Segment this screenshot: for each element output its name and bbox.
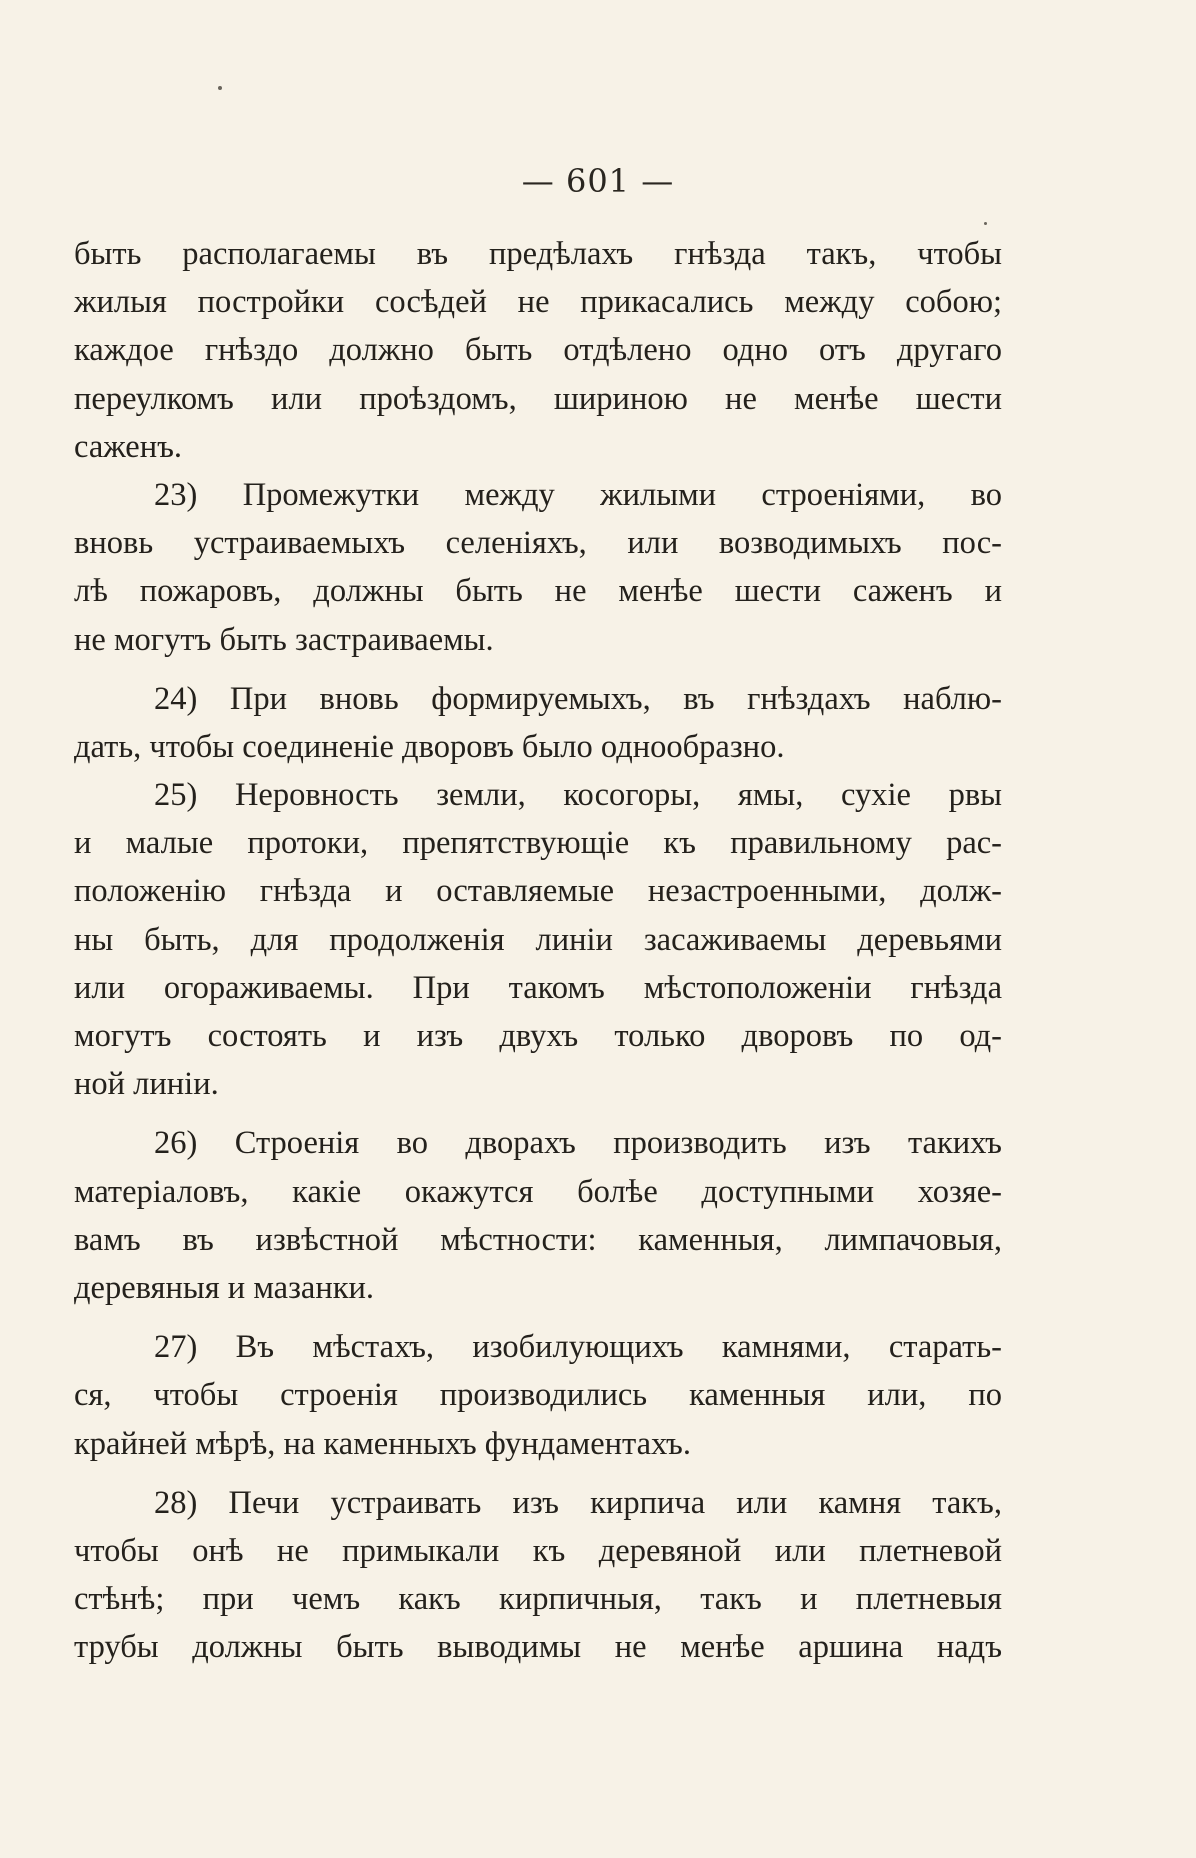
paragraph-27 [74,1323,1002,1468]
text-line: деревяныя и мазанки. [74,1269,375,1306]
text-line: лѣ пожаровъ, должны быть не менѣе шести саженъ и [74,573,1002,610]
paragraph-25 [74,771,1002,1108]
text-line: вновь устраиваемыхъ селеніяхъ, или возводимыхъ пос- [74,525,1002,562]
text-line: трубы должны быть выводимы не менѣе аршина надъ [74,1629,1002,1666]
text-line: положенію гнѣзда и оставляемые незастроенными, долж- [74,873,1002,910]
text-line: быть располагаемы въ предѣлахъ гнѣзда такъ, чтобы [74,236,1002,272]
text-line: дать, чтобы соединеніе дворовъ было однообразно. [74,728,785,765]
text-line: саженъ. [74,428,183,465]
text-line: чтобы онѣ не примыкали къ деревяной или плетневой [74,1532,1002,1569]
text-line: каждое гнѣздо должно быть отдѣлено одно отъ другаго [74,332,1002,369]
text-line: матеріаловъ, какіе окажутся болѣе доступными хозяе- [74,1173,1002,1210]
text-line: 24) При вновь формируемыхъ, въ гнѣздахъ наблю- [154,680,1002,717]
text-line: вамъ въ извѣстной мѣстности: каменныя, лимпачовыя, [74,1221,1002,1258]
paragraph-26 [74,1119,1002,1312]
text-line: ся, чтобы строенія производились каменныя или, по [74,1377,1002,1414]
body-text [74,230,1002,1671]
text-line: 25) Неровность земли, косогоры, ямы, сухіе рвы [154,777,1002,814]
text-line: могутъ состоять и изъ двухъ только дворовъ по од- [74,1018,1002,1054]
paragraph-24 [74,675,1002,771]
print-speck [984,222,987,225]
text-line: ны быть, для продолженія линіи засаживаемы деревьями [74,921,1002,958]
text-line: жилыя постройки сосѣдей не прикасались между собою; [74,284,1002,321]
print-speck [218,86,222,90]
paragraph-continuation [74,230,1002,471]
text-line: переулкомъ или проѣздомъ, шириною не менѣе шести [74,380,1002,417]
paragraph-23 [74,471,1002,664]
text-line: 28) Печи устраивать изъ кирпича или камня такъ, [154,1484,1002,1521]
text-line: не могутъ быть застраиваемы. [74,621,494,658]
text-line: ной линіи. [74,1066,219,1103]
paragraph-28 [74,1479,1002,1672]
text-line: стѣнѣ; при чемъ какъ кирпичныя, такъ и плетневыя [74,1581,1002,1618]
text-line: или огораживаемы. При такомъ мѣстоположеніи гнѣзда [74,969,1002,1006]
text-line: 23) Промежутки между жилыми строеніями, во [154,476,1002,513]
text-line: 26) Строенія во дворахъ производить изъ такихъ [154,1125,1002,1162]
text-line: и малые протоки, препятствующіе къ правильному рас- [74,825,1002,862]
text-line: крайней мѣрѣ, на каменныхъ фундаментахъ. [74,1425,691,1462]
text-line: 27) Въ мѣстахъ, изобилующихъ камнями, старать- [154,1329,1002,1366]
page-number: — 601 — [521,162,675,200]
